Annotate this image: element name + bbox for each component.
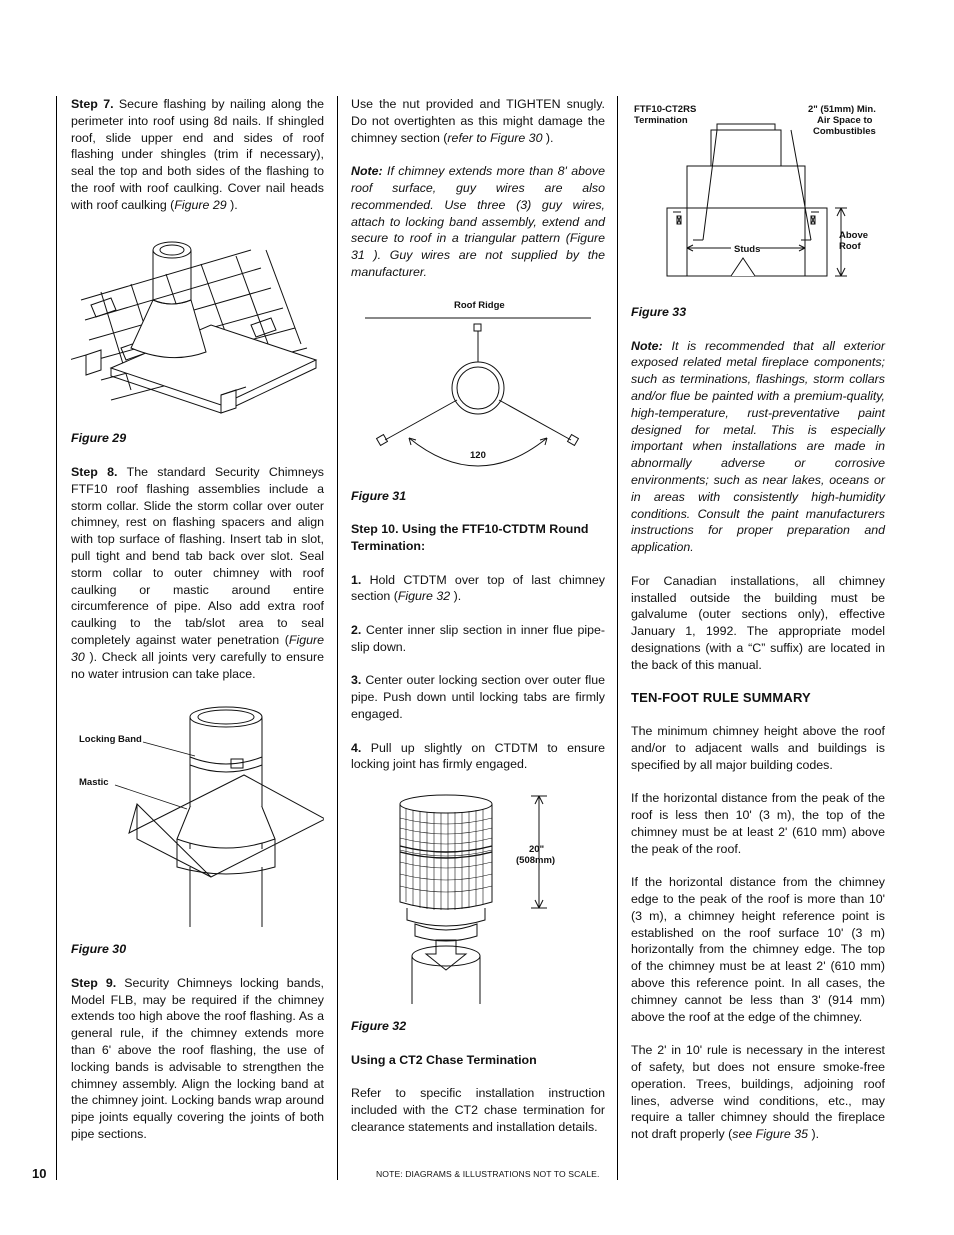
nut-paragraph: Use the nut provided and TIGHTEN snugly. Do not overtighten as this might damage the chimney section (refer to Figure 30 ).: [351, 97, 605, 145]
step-7-paragraph: Step 7. Secure flashing by nailing along the perimeter into roof using 8d nails. If shingled roof, slide upper end and sides of roof flashing under shingles (trim if necessary), seal the top and both sides of the flashing to the roof with roof caulking. Cover nail heads with roof caulking (Figure 29 ).: [71, 97, 324, 212]
figure-33-chase-termination-diagram: [631, 100, 885, 280]
step-9-paragraph: Step 9. Security Chimneys locking bands, Model FLB, may be required if the chimney extends too high above the roof flashing. As a general rule, if the chimney extends more than 6' above the roof flashing, the use of locking bands is advisable to strengthen the chimney assembly. Align the locking band at the chimney joint. Locking bands wrap around pipe joints equally covering the joints of both pipe sections.: [71, 975, 324, 1141]
figure-33-label-air-space-2: Air Space to: [817, 115, 873, 126]
step-10-item-3: 3. Center outer locking section over outer flue pipe. Push down until locking tabs are firmly engaged.: [351, 673, 605, 721]
step-10-item-4: 4. Pull up slightly on CTDTM to ensure locking joint has firmly engaged.: [351, 740, 605, 772]
page-number: 10: [32, 1166, 47, 1181]
ten-foot-paragraph-2: If the horizontal distance from the peak of the roof is less then 10' (3 m), the top of the chimney must be at least 2' (610 mm) above the peak of the roof.: [631, 791, 885, 856]
figure-30-storm-collar-illustration: [71, 699, 324, 927]
footer-note: NOTE: DIAGRAMS & ILLUSTRATIONS NOT TO SCALE.: [376, 1169, 600, 1179]
figure-33-label-roof: Roof: [839, 241, 861, 252]
figure-31-caption: Figure 31: [351, 488, 407, 503]
figure-31-guy-wire-diagram: [351, 298, 605, 480]
figure-33-caption: Figure 33: [631, 305, 687, 319]
figure-30-label-mastic: Mastic: [79, 777, 109, 789]
figure-33-label-termination: Termination: [634, 115, 688, 126]
canadian-paragraph: For Canadian installations, all chimney installed outside the building must be galvalume (outer sections only), effective January 1, 1992. The appropriate model designations (with a “C” suffix) are located in the back of this manual.: [631, 573, 885, 672]
figure-33-label-air-space-3: Combustibles: [813, 126, 876, 137]
paint-note: Note: It is recommended that all exterior exposed related metal fireplace components; such as terminations, flashings, storm collars and/or flue be painted with a premium-quality, high-temperature, rust-preventative paint designed for metal. This is especially important when installations are made in abnormally adverse or corrosive environments; such as near lakes, oceans or in areas with consistently high-humidity conditions. Consult the paint manufacturers instructions for proper preparation and application.: [631, 338, 885, 555]
figure-33-label-air-space-1: 2" (51mm) Min.: [808, 104, 876, 115]
ten-foot-paragraph-1: The minimum chimney height above the roof and/or to adjacent walls and buildings is specified by all major building codes.: [631, 724, 885, 772]
column-2: [351, 96, 605, 1152]
figure-33-label-studs: Studs: [734, 244, 761, 255]
figure-32-round-termination-illustration: [351, 790, 605, 1004]
column-1: [71, 96, 324, 1159]
figure-33-label-termination-model: FTF10-CT2RS: [634, 104, 697, 115]
figure-31-label-angle: 120: [470, 449, 486, 461]
step-10-item-1: 1. Hold CTDTM over top of last chimney section (Figure 32 ).: [351, 572, 605, 604]
ten-foot-paragraph-3: If the horizontal distance from the chimney edge to the peak of the roof is more than 10' (3 m), a chimney height reference point is established on the roof surface 10' (3 m) horizontally from the chimney edge. The top of the chimney must be at least 2' (610 mm) above this reference point. In all cases, the chimney cannot be less than 3' (914 mm) above the roof at the edge of the chimney.: [631, 875, 885, 1024]
column-rule-middle-1: [337, 96, 338, 1180]
figure-30-label-locking-band: Locking Band: [79, 734, 142, 746]
step-10-item-2: 2. Center inner slip section in inner flue pipe-slip down.: [351, 622, 605, 654]
step-10-heading: Step 10. Using the FTF10-CTDTM Round Termination:: [351, 522, 589, 553]
figure-33-label-above: Above: [839, 230, 869, 241]
step-8-paragraph: Step 8. The standard Security Chimneys FTF10 roof flashing assemblies include a storm collar. Slide the storm collar over outer chimney, rest on flashing spacers and align with top surface of flashing. Insert tab in slot, pull tight and bend tab back over slot. Seal storm collar to outer chimney with roof caulking or mastic around entire circumference of pipe. Also add extra roof caulking to the tab/slot area to seal completely against water penetration (Figure 30 ). Check all joints very carefully to ensure no water intrusion can take place.: [71, 464, 325, 681]
figure-32-label-dimension: 20": [529, 843, 545, 855]
ct2-paragraph: Refer to specific installation instruction included with the CT2 chase termination for clearance statements and installation details.: [351, 1086, 605, 1134]
column-rule-left: [56, 96, 57, 1180]
column-3: [631, 96, 885, 1160]
figure-32-label-dimension-metric: (508mm): [516, 854, 556, 866]
guy-wire-note: Note: If chimney extends more than 8' above roof surface, guy wires are also recommended. Use three (3) guy wires, attach to locking band assembly, extend and secure to roof in a triangular pattern (Figure 31 ). Guy wires are not supplied by the manufacturer.: [351, 164, 605, 279]
figure-29-caption: Figure 29: [71, 431, 127, 446]
ten-foot-rule-heading: TEN-FOOT RULE SUMMARY: [631, 690, 811, 706]
ct2-heading: Using a CT2 Chase Termination: [351, 1052, 537, 1067]
figure-31-label-roof-ridge: Roof Ridge: [454, 299, 505, 311]
figure-30-caption: Figure 30: [71, 942, 127, 957]
column-rule-middle-2: [617, 96, 618, 1180]
figure-32-caption: Figure 32: [351, 1018, 407, 1033]
two-in-ten-paragraph: The 2' in 10' rule is necessary in the interest of safety, but does not ensure smoke-free operation. Trees, buildings, adjoining roof lines, adverse wind conditions, etc., may require a taller chimney should the fireplace not draft properly (see Figure 35 ).: [631, 1043, 885, 1142]
figure-29-flashing-illustration: [71, 230, 324, 418]
